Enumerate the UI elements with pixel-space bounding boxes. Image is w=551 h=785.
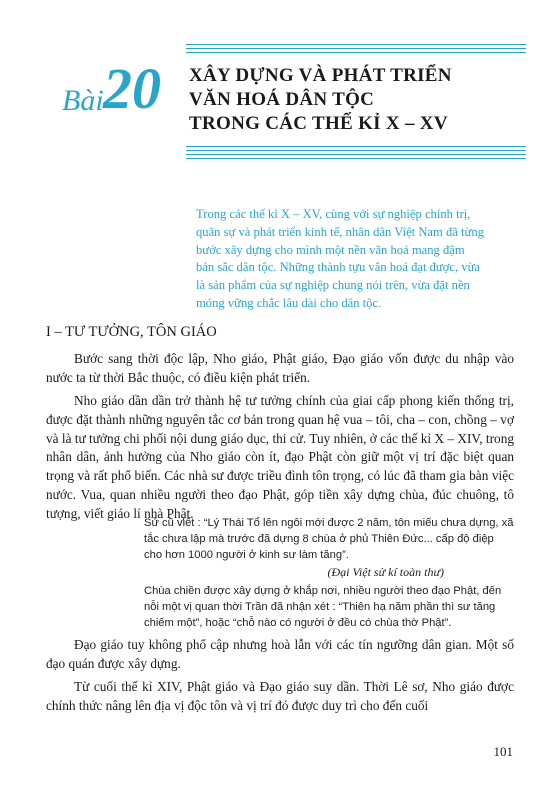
body-paragraph: Từ cuối thế kỉ XIV, Phật giáo và Đạo giáo suy dần. Thời Lê sơ, Nho giáo được chính thức nâng lên địa vị độc tôn và vị trí đó được duy trì cho đến cuối (46, 679, 514, 713)
lesson-number: 20 (103, 56, 161, 121)
lesson-title-line: TRONG CÁC THẾ KỈ X – XV (189, 113, 448, 134)
lesson-label: Bài (62, 84, 104, 117)
body-paragraph: Bước sang thời độc lập, Nho giáo, Phật giáo, Đạo giáo vốn được du nhập vào nước ta từ thời Bắc thuộc, có điều kiện phát triển. (46, 351, 514, 385)
body-paragraph: Đạo giáo tuy không phổ cập nhưng hoà lẫn với các tín ngưỡng dân gian. Một số đạo quán được xây dựng. (46, 637, 514, 671)
quote-text: Chùa chiền được xây dựng ở khắp nơi, nhiều người theo đạo Phật, đến nỗi một vị quan thời Trần đã nhận xét : “Thiên hạ năm phần thì sư tăng chiếm một”, hoặc “chỗ nào có người ở đều có chùa thờ Phật”. (144, 585, 502, 630)
intro-line: Trong các thế kỉ X – XV, cùng với sự nghiệp chính trị, (196, 207, 471, 221)
page-number: 101 (493, 744, 513, 759)
lesson-title-line: XÂY DỰNG VÀ PHÁT TRIỂN (189, 65, 452, 86)
intro-line: bước xây dựng cho mình một nền văn hoá mang đậm (196, 242, 465, 257)
lesson-header (0, 0, 551, 160)
section-heading: I – TƯ TƯỞNG, TÔN GIÁO (46, 324, 217, 340)
header-rule (186, 154, 526, 155)
header-rule (186, 150, 526, 151)
lesson-title-line: VĂN HOÁ DÂN TỘC (189, 89, 375, 110)
lesson-title (189, 64, 529, 136)
header-rule (186, 52, 526, 53)
intro-line: bản sắc dân tộc. Những thành tựu văn hoá đạt được, vừa (196, 260, 481, 275)
quote-source: (Đại Việt sử kí toàn thư) (327, 564, 444, 579)
header-rule (186, 158, 526, 159)
header-rule (186, 48, 526, 49)
quote-box (144, 583, 514, 632)
intro-line: là sản phẩm của sự nghiệp chung nói trên, vừa đặt nền (196, 278, 470, 293)
header-rule (186, 146, 526, 147)
intro-line: quân sự và phát triển kinh tế, nhân dân Việt Nam đã từng (196, 224, 484, 239)
intro-paragraph (196, 206, 528, 313)
quote-box (144, 515, 514, 580)
intro-line: móng vững chắc lâu dài cho dân tộc. (196, 295, 382, 310)
header-rule (186, 44, 526, 45)
quote-text: Sử cũ viết : “Lý Thái Tổ lên ngôi mới được 2 năm, tôn miếu chưa dựng, xã tắc chưa lập mà trước đã dựng 8 chùa ở phủ Thiên Đức... cấp độ điệp cho hơn 1000 người ở kinh sư làm tăng”. (144, 517, 514, 562)
body-paragraph: Nho giáo dần dần trở thành hệ tư tưởng chính của giai cấp phong kiến thống trị, được đặt thành những nguyên tắc cơ bản trong quan hệ vua – tôi, cha – con, chồng – vợ và là tư tưởng chi phối nội dung giáo dục, thi cử. Tuy nhiên, ở các thế kỉ X – XIV, trong nhân dân, ảnh hưởng của Nho giáo còn ít, đạo Phật còn giữ một vị trí đặc biệt quan trọng và rất phổ biến. Các nhà sư được triều đình tôn trọng, có lúc đã tham gia bàn việc nước. Vua, quan nhiều người theo đạo Phật, góp tiền xây dựng chùa, đúc chuông, tô tượng, viết giáo lí nhà Phật. (46, 393, 514, 521)
